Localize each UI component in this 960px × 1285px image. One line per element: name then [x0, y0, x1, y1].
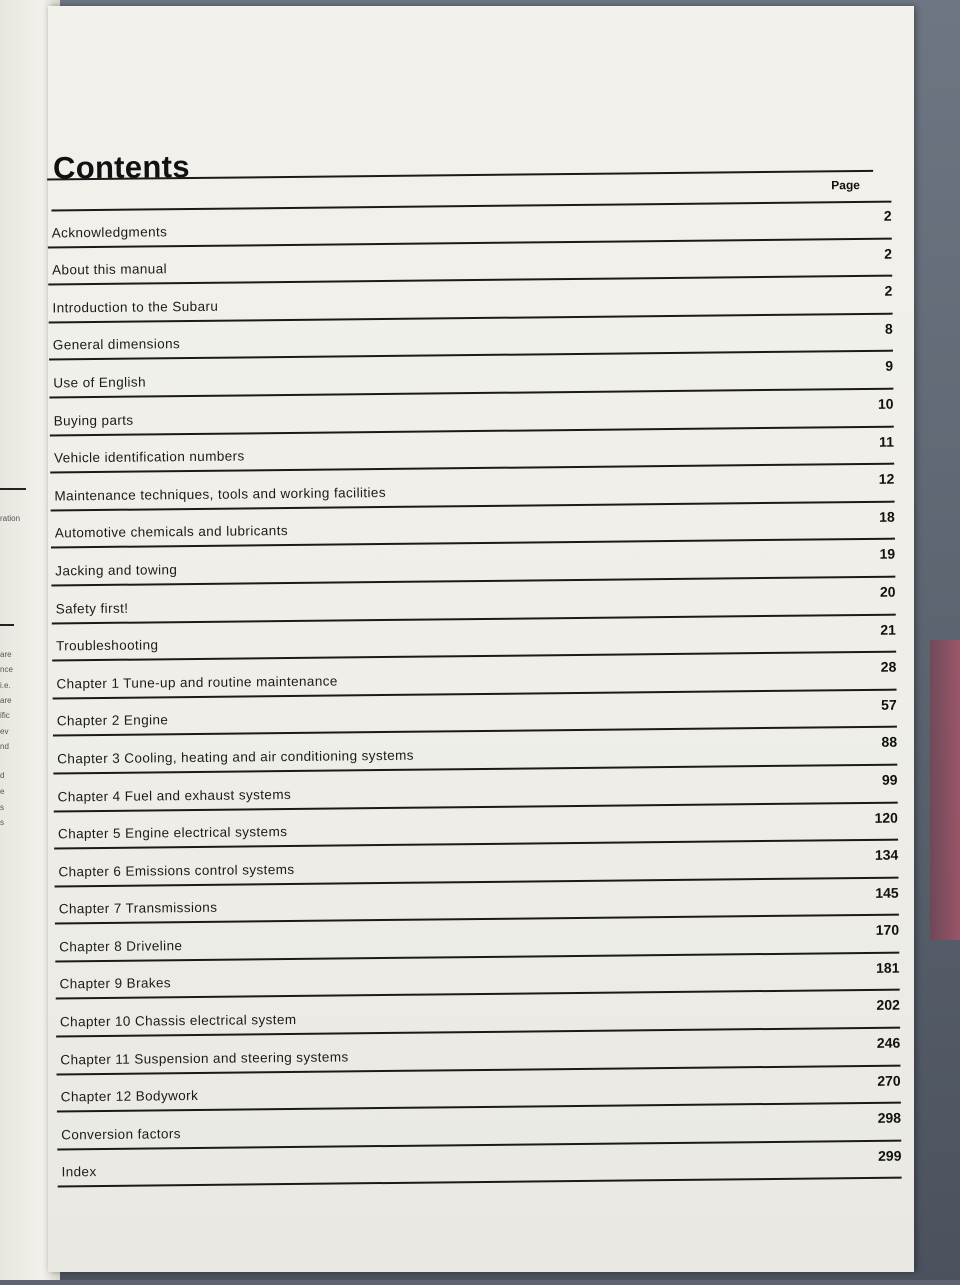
toc-entry-page-number: 145	[875, 884, 899, 901]
left-page-fragment: s	[0, 818, 4, 827]
toc-list	[47, 202, 901, 1188]
left-page-fragment: e	[0, 787, 5, 796]
toc-entry-title: Chapter 4 Fuel and exhaust systems	[57, 786, 292, 804]
toc-entry-title: Vehicle identification numbers	[53, 448, 245, 466]
toc-entry-title: Jacking and towing	[55, 562, 178, 579]
toc-entry-page-number: 134	[874, 846, 899, 863]
toc-entry-title: Chapter 7 Transmissions	[58, 900, 218, 917]
toc-entry-title: Automotive chemicals and lubricants	[54, 523, 289, 541]
toc-entry-page-number: 299	[877, 1147, 902, 1164]
toc-entry-page-number: 120	[874, 809, 898, 826]
toc-entry-title: Chapter 2 Engine	[56, 712, 169, 729]
page-title: Contents	[52, 149, 190, 186]
toc-entry-title: Chapter 6 Emissions control systems	[58, 861, 295, 880]
toc-entry-page-number: 20	[879, 583, 896, 600]
toc-entry-page-number: 2	[884, 245, 893, 262]
left-page-fragment: ific	[0, 711, 10, 720]
toc-entry-page-number: 8	[884, 320, 893, 337]
toc-entry-page-number: 88	[881, 733, 898, 751]
toc-entry-title: Safety first!	[55, 600, 129, 616]
toc-entry-title: Acknowledgments	[51, 223, 168, 241]
toc-entry-page-number: 28	[880, 658, 897, 675]
page-column-header: Page	[831, 177, 861, 193]
toc-entry-title: Index	[61, 1164, 97, 1180]
toc-entry-title: Introduction to the Subaru	[52, 298, 219, 316]
toc-entry-page-number: 18	[879, 508, 895, 525]
toc-entry-page-number: 181	[876, 959, 900, 976]
toc-entry-page-number: 99	[881, 771, 898, 788]
toc-entry-page-number: 57	[881, 696, 897, 713]
toc-entry-title: About this manual	[52, 261, 168, 278]
toc-entry-page-number: 246	[876, 1034, 901, 1051]
left-page-fragment: i.e.	[0, 681, 11, 690]
toc-entry-page-number: 2	[883, 207, 892, 224]
toc-entry-title: Buying parts	[53, 412, 134, 429]
toc-entry-page-number: 11	[879, 433, 895, 450]
toc-entry-title: Chapter 11 Suspension and steering systems	[60, 1049, 349, 1068]
toc-entry-page-number: 12	[878, 470, 895, 487]
toc-entry-page-number: 270	[877, 1072, 901, 1089]
left-page-fragment: are	[0, 650, 12, 659]
toc-entry-title: Chapter 3 Cooling, heating and air conditioning systems	[57, 747, 414, 767]
toc-entry-page-number: 2	[884, 282, 893, 299]
toc-entry-title: General dimensions	[52, 336, 181, 353]
left-page-fragment: nce	[0, 665, 13, 674]
toc-entry-title: Chapter 10 Chassis electrical system	[59, 1012, 297, 1030]
toc-entry-title: Chapter 9 Brakes	[59, 975, 172, 992]
toc-entry-page-number: 21	[880, 621, 896, 638]
toc-entry	[57, 1141, 901, 1187]
left-page-fragment: nd	[0, 742, 9, 751]
toc-entry-title: Use of English	[53, 374, 147, 391]
left-page-fragment: d	[0, 771, 5, 780]
toc-entry-title: Troubleshooting	[55, 637, 159, 654]
toc-entry-page-number: 298	[877, 1109, 902, 1127]
toc-entry-page-number: 10	[877, 395, 894, 412]
toc-entry-page-number: 170	[875, 921, 900, 939]
toc-entry-page-number: 9	[885, 358, 894, 375]
left-page-fragment: ev	[0, 727, 9, 736]
toc-entry-page-number: 202	[876, 997, 900, 1014]
toc-entry-title: Chapter 5 Engine electrical systems	[57, 824, 288, 842]
toc-entry-page-number: 19	[879, 545, 896, 563]
toc-entry-title: Conversion factors	[61, 1126, 181, 1143]
left-page-fragment: s	[0, 803, 4, 812]
toc-entry-title: Chapter 8 Driveline	[59, 938, 183, 955]
left-page-fragment: are	[0, 696, 12, 705]
toc-entry-title: Chapter 1 Tune-up and routine maintenance	[56, 673, 338, 692]
left-page-fragment: ration	[0, 514, 21, 523]
toc-entry-title: Maintenance techniques, tools and working facilities	[54, 484, 387, 504]
toc-entry-title: Chapter 12 Bodywork	[60, 1088, 199, 1105]
